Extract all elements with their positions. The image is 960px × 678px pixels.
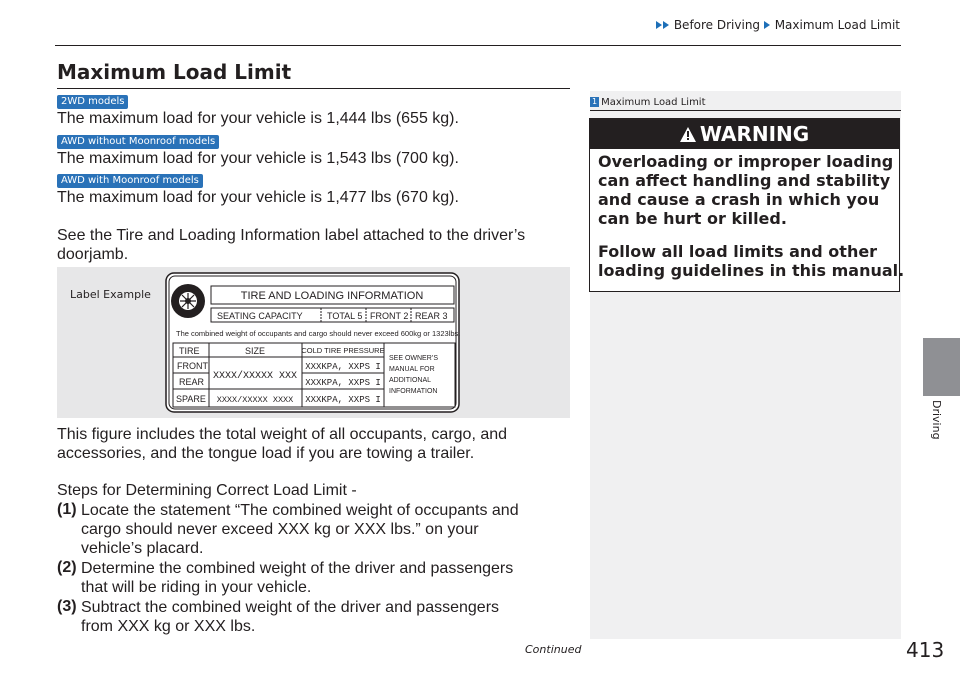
label-row-pressure: XXXKPA, XXPS I [305,378,381,388]
ref-marker-icon: 1 [592,97,598,106]
step-number: (3) [57,598,77,615]
label-see-owners: INFORMATION [389,388,438,395]
arrow-icon [764,21,770,29]
model-load-text: The maximum load for your vehicle is 1,444 lbs (655 kg). [57,110,459,127]
warning-text: Follow all load limits and other loading guidelines in this manual. [598,242,905,280]
model-badge: AWD with Moonroof models [57,174,203,188]
step-text: Subtract the combined weight of the driver and passengers from XXX kg or XXX lbs. [81,599,500,635]
breadcrumb-section[interactable]: Before Driving [673,18,761,32]
label-combined-weight: The combined weight of occupants and cargo should never exceed 600kg or 1323lbs. [176,329,461,338]
sidebar-title[interactable]: 1 Maximum Load Limit [592,97,706,108]
step-text: Determine the combined weight of the driver and passengers that will be riding in your vehicle. [81,560,514,596]
see-label-text: doorjamb. [57,246,129,263]
figure-note: accessories, and the tongue load if you are towing a trailer. [57,445,475,462]
chapter-tab-label: Driving [930,400,943,440]
label-front: FRONT 2 [370,311,409,321]
arrow-icon [663,21,669,29]
model-badge: 2WD models [57,95,128,109]
label-total: TOTAL 5 [327,311,363,321]
arrow-icon [656,21,662,29]
label-example-caption: Label Example [70,288,151,301]
page-title: Maximum Load Limit [57,60,292,84]
continued-label: Continued [525,643,582,656]
label-seating-capacity: SEATING CAPACITY [217,311,303,321]
label-col-size: SIZE [244,346,266,356]
model-load-text: The maximum load for your vehicle is 1,543 lbs (700 kg). [57,150,459,167]
label-row-tire: FRONT [177,361,208,371]
label-row-tire: SPARE [176,394,206,404]
figure-note: This figure includes the total weight of all occupants, cargo, and [57,426,508,443]
step-text: Locate the statement “The combined weight of occupants and cargo should never exceed XXX kg or XXX lbs.” on your vehicle’s placard. [81,502,519,557]
tire-icon [171,284,205,318]
step-number: (2) [57,559,77,576]
label-row-pressure: XXXKPA, XXPS I [305,362,381,372]
breadcrumb-page: Maximum Load Limit [774,18,900,32]
label-rear: REAR 3 [415,311,448,321]
label-header: TIRE AND LOADING INFORMATION [240,290,424,302]
label-see-owners: ADDITIONAL [389,377,432,384]
warning-text: Overloading or improper loading can affect handling and stability and cause a crash in which you can be hurt or killed. [598,152,894,228]
title-divider [57,88,570,89]
breadcrumb [656,18,900,32]
label-see-owners: SEE OWNER’S [389,355,439,362]
model-badge: AWD without Moonroof models [57,135,219,149]
steps-heading: Steps for Determining Correct Load Limit - [57,482,357,499]
page-number: 413 [906,638,945,662]
chapter-tab[interactable] [923,338,960,396]
step-number: (1) [57,501,77,518]
tire-loading-label [165,272,461,414]
label-row-tire: REAR [179,377,205,387]
label-col-pressure: COLD TIRE PRESSURE [301,346,385,355]
sidebar-divider [590,110,901,111]
label-row-size: XXXX/XXXXX XXX [212,371,298,382]
see-label-text: See the Tire and Loading Information label attached to the driver’s [57,227,526,244]
warning-title: WARNING [590,119,899,149]
label-col-tire: TIRE [179,346,200,356]
label-row-size: XXXX/XXXXX XXXX [216,395,294,405]
label-see-owners: MANUAL FOR [389,366,435,373]
warning-triangle-icon [680,127,696,142]
label-row-pressure: XXXKPA, XXPS I [305,395,381,405]
model-load-text: The maximum load for your vehicle is 1,477 lbs (670 kg). [57,189,459,206]
header-divider [55,45,901,46]
